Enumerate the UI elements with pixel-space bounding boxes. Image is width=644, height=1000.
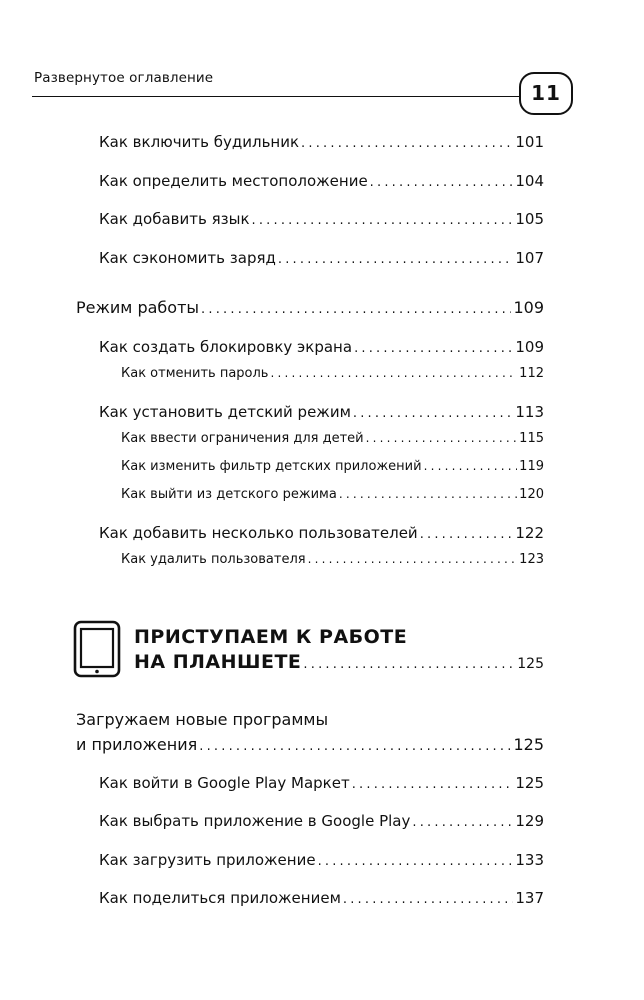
toc-entry-google-play-login[interactable] xyxy=(99,774,544,792)
toc-entry-page: 119 xyxy=(519,459,544,474)
dot-leader xyxy=(366,431,518,445)
toc-entry-page: 112 xyxy=(519,366,544,381)
toc-entry-page: 101 xyxy=(515,133,544,151)
dot-leader xyxy=(199,739,511,754)
dot-leader xyxy=(270,366,517,380)
toc-entry-page: 129 xyxy=(515,812,544,830)
toc-entry-title: Как сэкономить заряд xyxy=(99,249,276,267)
toc-section-work-mode[interactable] xyxy=(76,298,544,317)
dot-leader xyxy=(412,815,513,830)
toc-entry-battery[interactable] xyxy=(99,249,544,267)
toc-chapter-tablet[interactable] xyxy=(134,651,544,673)
section-title-line1: Загружаем новые программы xyxy=(76,710,329,729)
chapter-title-line1: ПРИСТУПАЕМ К РАБОТЕ xyxy=(134,626,408,648)
dot-leader xyxy=(339,487,517,501)
toc-entry-share-app[interactable] xyxy=(99,889,544,907)
toc-entry-page: 109 xyxy=(515,338,544,356)
toc-entry-title: Как удалить пользователя xyxy=(121,552,306,567)
toc-entry-multiple-users[interactable] xyxy=(99,524,544,542)
toc-entry-page: 115 xyxy=(519,431,544,446)
toc-entry-title: Как установить детский режим xyxy=(99,403,351,421)
dot-leader xyxy=(353,406,513,421)
page-number-badge: 11 xyxy=(519,72,573,115)
toc-entry-page: 123 xyxy=(519,552,544,567)
toc-entry-page: 125 xyxy=(517,656,544,672)
header-rule xyxy=(32,96,524,97)
toc-entry-title: Как изменить фильтр детских приложений xyxy=(121,459,422,474)
dot-leader xyxy=(318,854,514,869)
toc-subentry-exit-kids-mode[interactable] xyxy=(121,487,544,502)
toc-subentry-cancel-password[interactable] xyxy=(121,366,544,381)
dot-leader xyxy=(352,777,514,792)
toc-entry-title: Как добавить язык xyxy=(99,210,250,228)
dot-leader xyxy=(370,175,514,190)
toc-entry-page: 113 xyxy=(515,403,544,421)
dot-leader xyxy=(301,136,513,151)
toc-entry-page: 107 xyxy=(515,249,544,267)
toc-entry-language[interactable] xyxy=(99,210,544,228)
toc-entry-title: Как выбрать приложение в Google Play xyxy=(99,812,411,830)
dot-leader xyxy=(278,252,513,267)
toc-entry-title: Как определить местоположение xyxy=(99,172,368,190)
toc-subentry-kids-filter[interactable] xyxy=(121,459,544,474)
toc-entry-title: Как создать блокировку экрана xyxy=(99,338,353,356)
toc-entry-page: 125 xyxy=(513,735,544,754)
toc-entry-title: Как включить будильник xyxy=(99,133,300,151)
toc-entry-page: 133 xyxy=(515,851,544,869)
toc-entry-page: 122 xyxy=(515,524,544,542)
toc-entry-choose-app[interactable] xyxy=(99,812,544,830)
toc-entry-title: Как выйти из детского режима xyxy=(121,487,337,502)
toc-entry-page: 105 xyxy=(515,210,544,228)
toc-entry-kids-mode[interactable] xyxy=(99,403,544,421)
toc-entry-title: Как отменить пароль xyxy=(121,366,269,381)
toc-entry-location[interactable] xyxy=(99,172,544,190)
toc-entry-page: 109 xyxy=(513,298,544,317)
tablet-icon xyxy=(72,620,122,678)
toc-entry-title: Как поделиться приложением xyxy=(99,889,341,907)
toc-entry-page: 104 xyxy=(515,172,544,190)
dot-leader xyxy=(343,892,513,907)
toc-entry-title: Как добавить несколько пользователей xyxy=(99,524,418,542)
section-title-line2: и приложения xyxy=(76,735,198,754)
toc-entry-title: Как войти в Google Play Маркет xyxy=(99,774,350,792)
dot-leader xyxy=(308,552,518,566)
toc-entry-page: 137 xyxy=(515,889,544,907)
toc-entry-alarm[interactable] xyxy=(99,133,544,151)
dot-leader xyxy=(420,527,514,542)
chapter-title-line2: НА ПЛАНШЕТЕ xyxy=(134,651,302,673)
toc-entry-download-app[interactable] xyxy=(99,851,544,869)
running-title: Развернутое оглавление xyxy=(34,70,214,86)
toc-entry-title: Как ввести ограничения для детей xyxy=(121,431,364,446)
toc-entry-screen-lock[interactable] xyxy=(99,338,544,356)
toc-subentry-delete-user[interactable] xyxy=(121,552,544,567)
toc-entry-title: Как загрузить приложение xyxy=(99,851,316,869)
toc-section-new-apps[interactable] xyxy=(76,735,544,754)
toc-entry-page: 125 xyxy=(515,774,544,792)
dot-leader xyxy=(201,302,511,317)
dot-leader xyxy=(424,459,518,473)
toc-entry-title: Режим работы xyxy=(76,298,200,317)
dot-leader xyxy=(303,657,515,672)
toc-subentry-kids-restrictions[interactable] xyxy=(121,431,544,446)
dot-leader xyxy=(252,213,514,228)
dot-leader xyxy=(354,341,513,356)
toc-entry-page: 120 xyxy=(519,487,544,502)
